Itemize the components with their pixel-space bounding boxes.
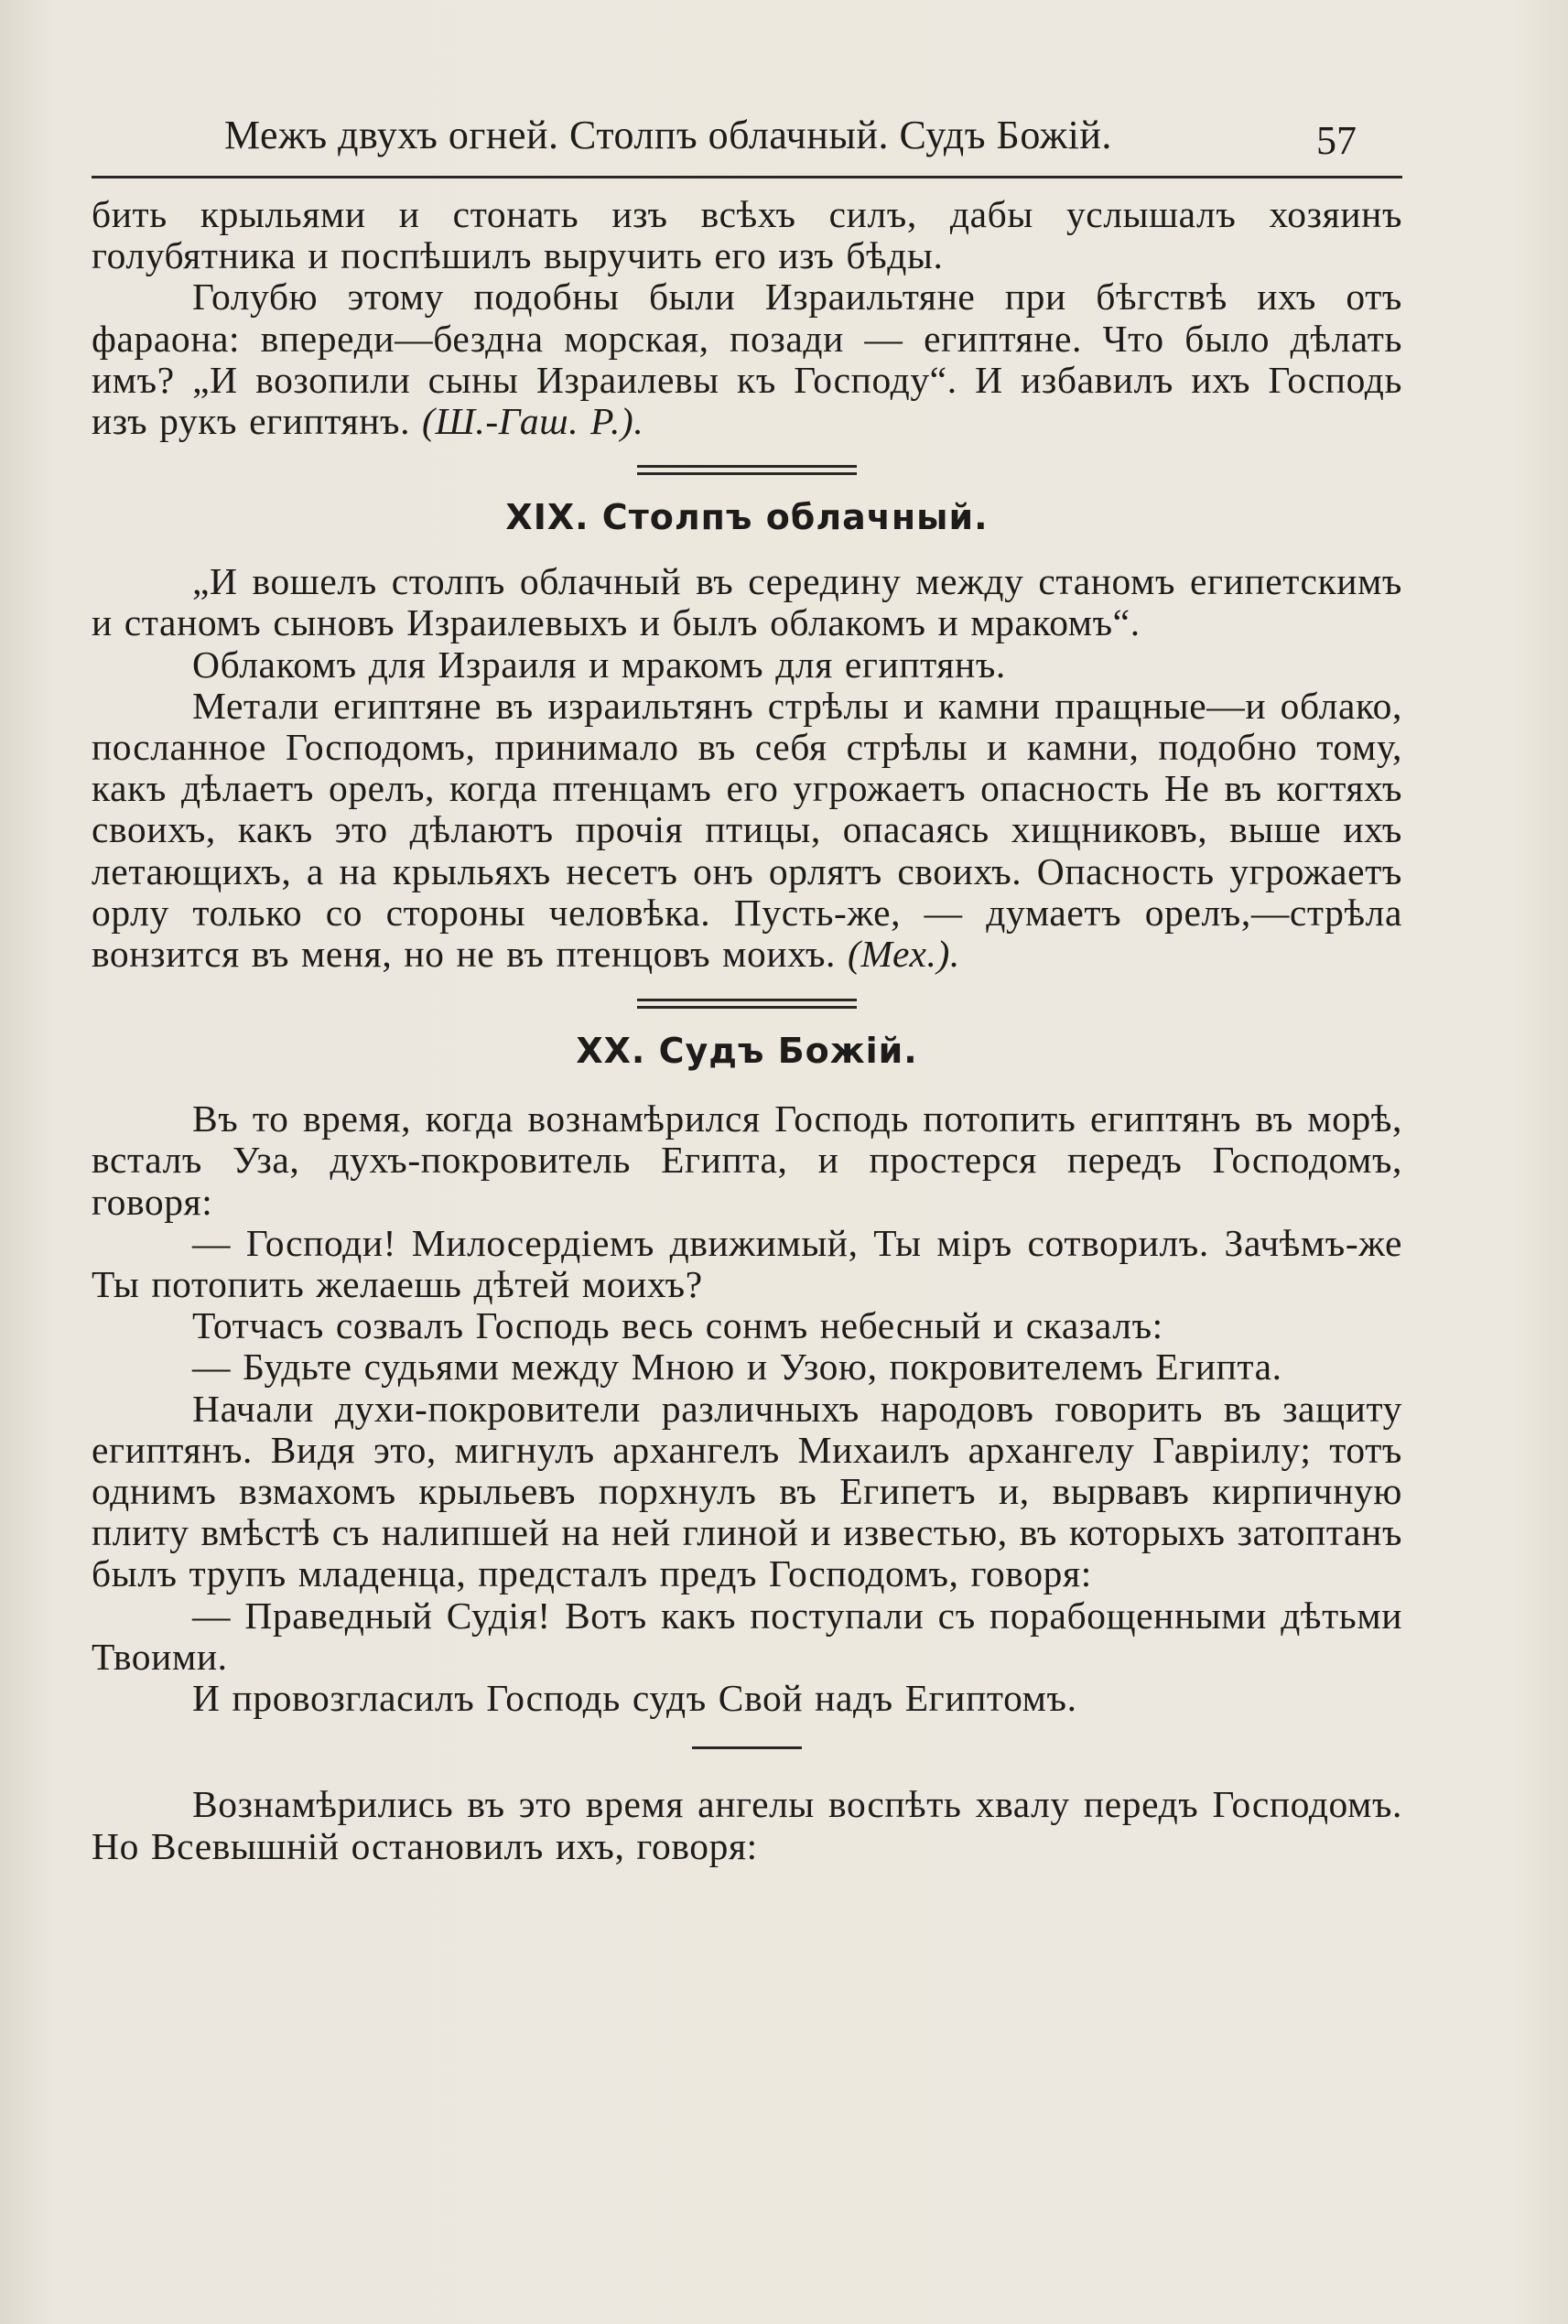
section-divider-1 — [637, 465, 857, 475]
intro-paragraph-1: бить крыльями и стонать изъ всѣхъ силъ, дабы услышалъ хозяинъ голубятника и поспѣшилъ выручить его изъ бѣды. — [92, 193, 1402, 277]
body-text — [92, 194, 1402, 1867]
running-header — [92, 108, 1402, 178]
closing-paragraph: Вознамѣрились въ это время ангелы воспѣть хвалу передъ Господомъ. Но Всевышній остановилъ ихъ, говоря: — [92, 1783, 1402, 1867]
intro-paragraph-2 — [92, 276, 1402, 442]
section-20-paragraph-6: — Праведный Судія! Вотъ какъ поступали съ порабощенными дѣтьми Твоими. — [92, 1594, 1402, 1678]
section-19-paragraph-3-text: Метали египтяне въ израильтянъ стрѣлы и камни пращные—и облако, посланное Господомъ, принимало въ себя стрѣлы и камни, подобно тому, какъ дѣлаетъ орелъ, когда птенцамъ его угрожаетъ опасность Не въ когтяхъ своихъ, какъ это дѣлаютъ прочія птицы, опасаясь хищниковъ, выше ихъ летающихъ, а на крыльяхъ несетъ онъ орлятъ своихъ. Опасность угрожаетъ орлу только со стороны человѣка. Пусть-же, — думаетъ орелъ,—стрѣла вонзится въ меня, но не въ птенцовъ моихъ. — [92, 684, 1402, 976]
intro-paragraph-2-text: Голубю этому подобны были Израильтяне при бѣгствѣ ихъ отъ фараона: впереди—бездна морская, позади — египтяне. Что было дѣлать имъ? „И возопили сыны Израилевы къ Господу“. И избавилъ ихъ Господь изъ рукъ египтянъ. — [92, 276, 1402, 443]
section-20-paragraph-4: — Будьте судьями между Мною и Узою, покровителемъ Египта. — [192, 1346, 1282, 1389]
section-20-paragraph-7: И провозгласилъ Господь судъ Свой надъ Египтомъ. — [192, 1677, 1077, 1720]
section-19-source-citation: (Мех.). — [848, 933, 960, 976]
running-title: Межъ двухъ огней. Столпъ облачный. Судъ Божій. — [224, 113, 1112, 157]
section-19-paragraph-3 — [92, 686, 1402, 975]
intro-source-citation: (Ш.-Гаш. Р.). — [422, 400, 644, 443]
section-20-paragraph-5: Начали духи-покровители различныхъ народовъ говорить въ защиту египтянъ. Видя это, мигнулъ архангелъ Михаилъ архангелу Гавріилу; тотъ однимъ взмахомъ крыльевъ порхнулъ въ Египетъ и, вырвавъ кирпичную плиту вмѣстѣ съ налипшей на ней глиной и известью, въ которыхъ затоптанъ былъ трупъ младенца, предсталъ предъ Господомъ, говоря: — [92, 1387, 1402, 1595]
section-19-paragraph-2: Облакомъ для Израиля и мракомъ для египтянъ. — [192, 643, 1006, 686]
page-number: 57 — [1316, 118, 1357, 163]
section-20-paragraph-1: Въ то время, когда вознамѣрился Господь потопить египтянъ въ морѣ, всталъ Уза, духъ-покровитель Египта, и простерся передъ Господомъ, говоря: — [92, 1097, 1402, 1223]
section-19-title: XIX. Столпъ облачный. — [505, 497, 989, 538]
section-20-paragraph-3: Тотчасъ созвалъ Господь весь сонмъ небесный и сказалъ: — [192, 1304, 1163, 1347]
section-20-title: XX. Судъ Божій. — [576, 1031, 918, 1072]
section-20-paragraph-2: — Господи! Милосердіемъ движимый, Ты міръ сотворилъ. Зачѣмъ-же Ты потопить желаешь дѣтей моихъ? — [92, 1221, 1402, 1306]
section-divider-2 — [637, 999, 857, 1009]
section-19-paragraph-1: „И вошелъ столпъ облачный въ середину между станомъ египетскимъ и станомъ сыновъ Израилевыхъ и былъ облакомъ и мракомъ“. — [92, 560, 1402, 644]
